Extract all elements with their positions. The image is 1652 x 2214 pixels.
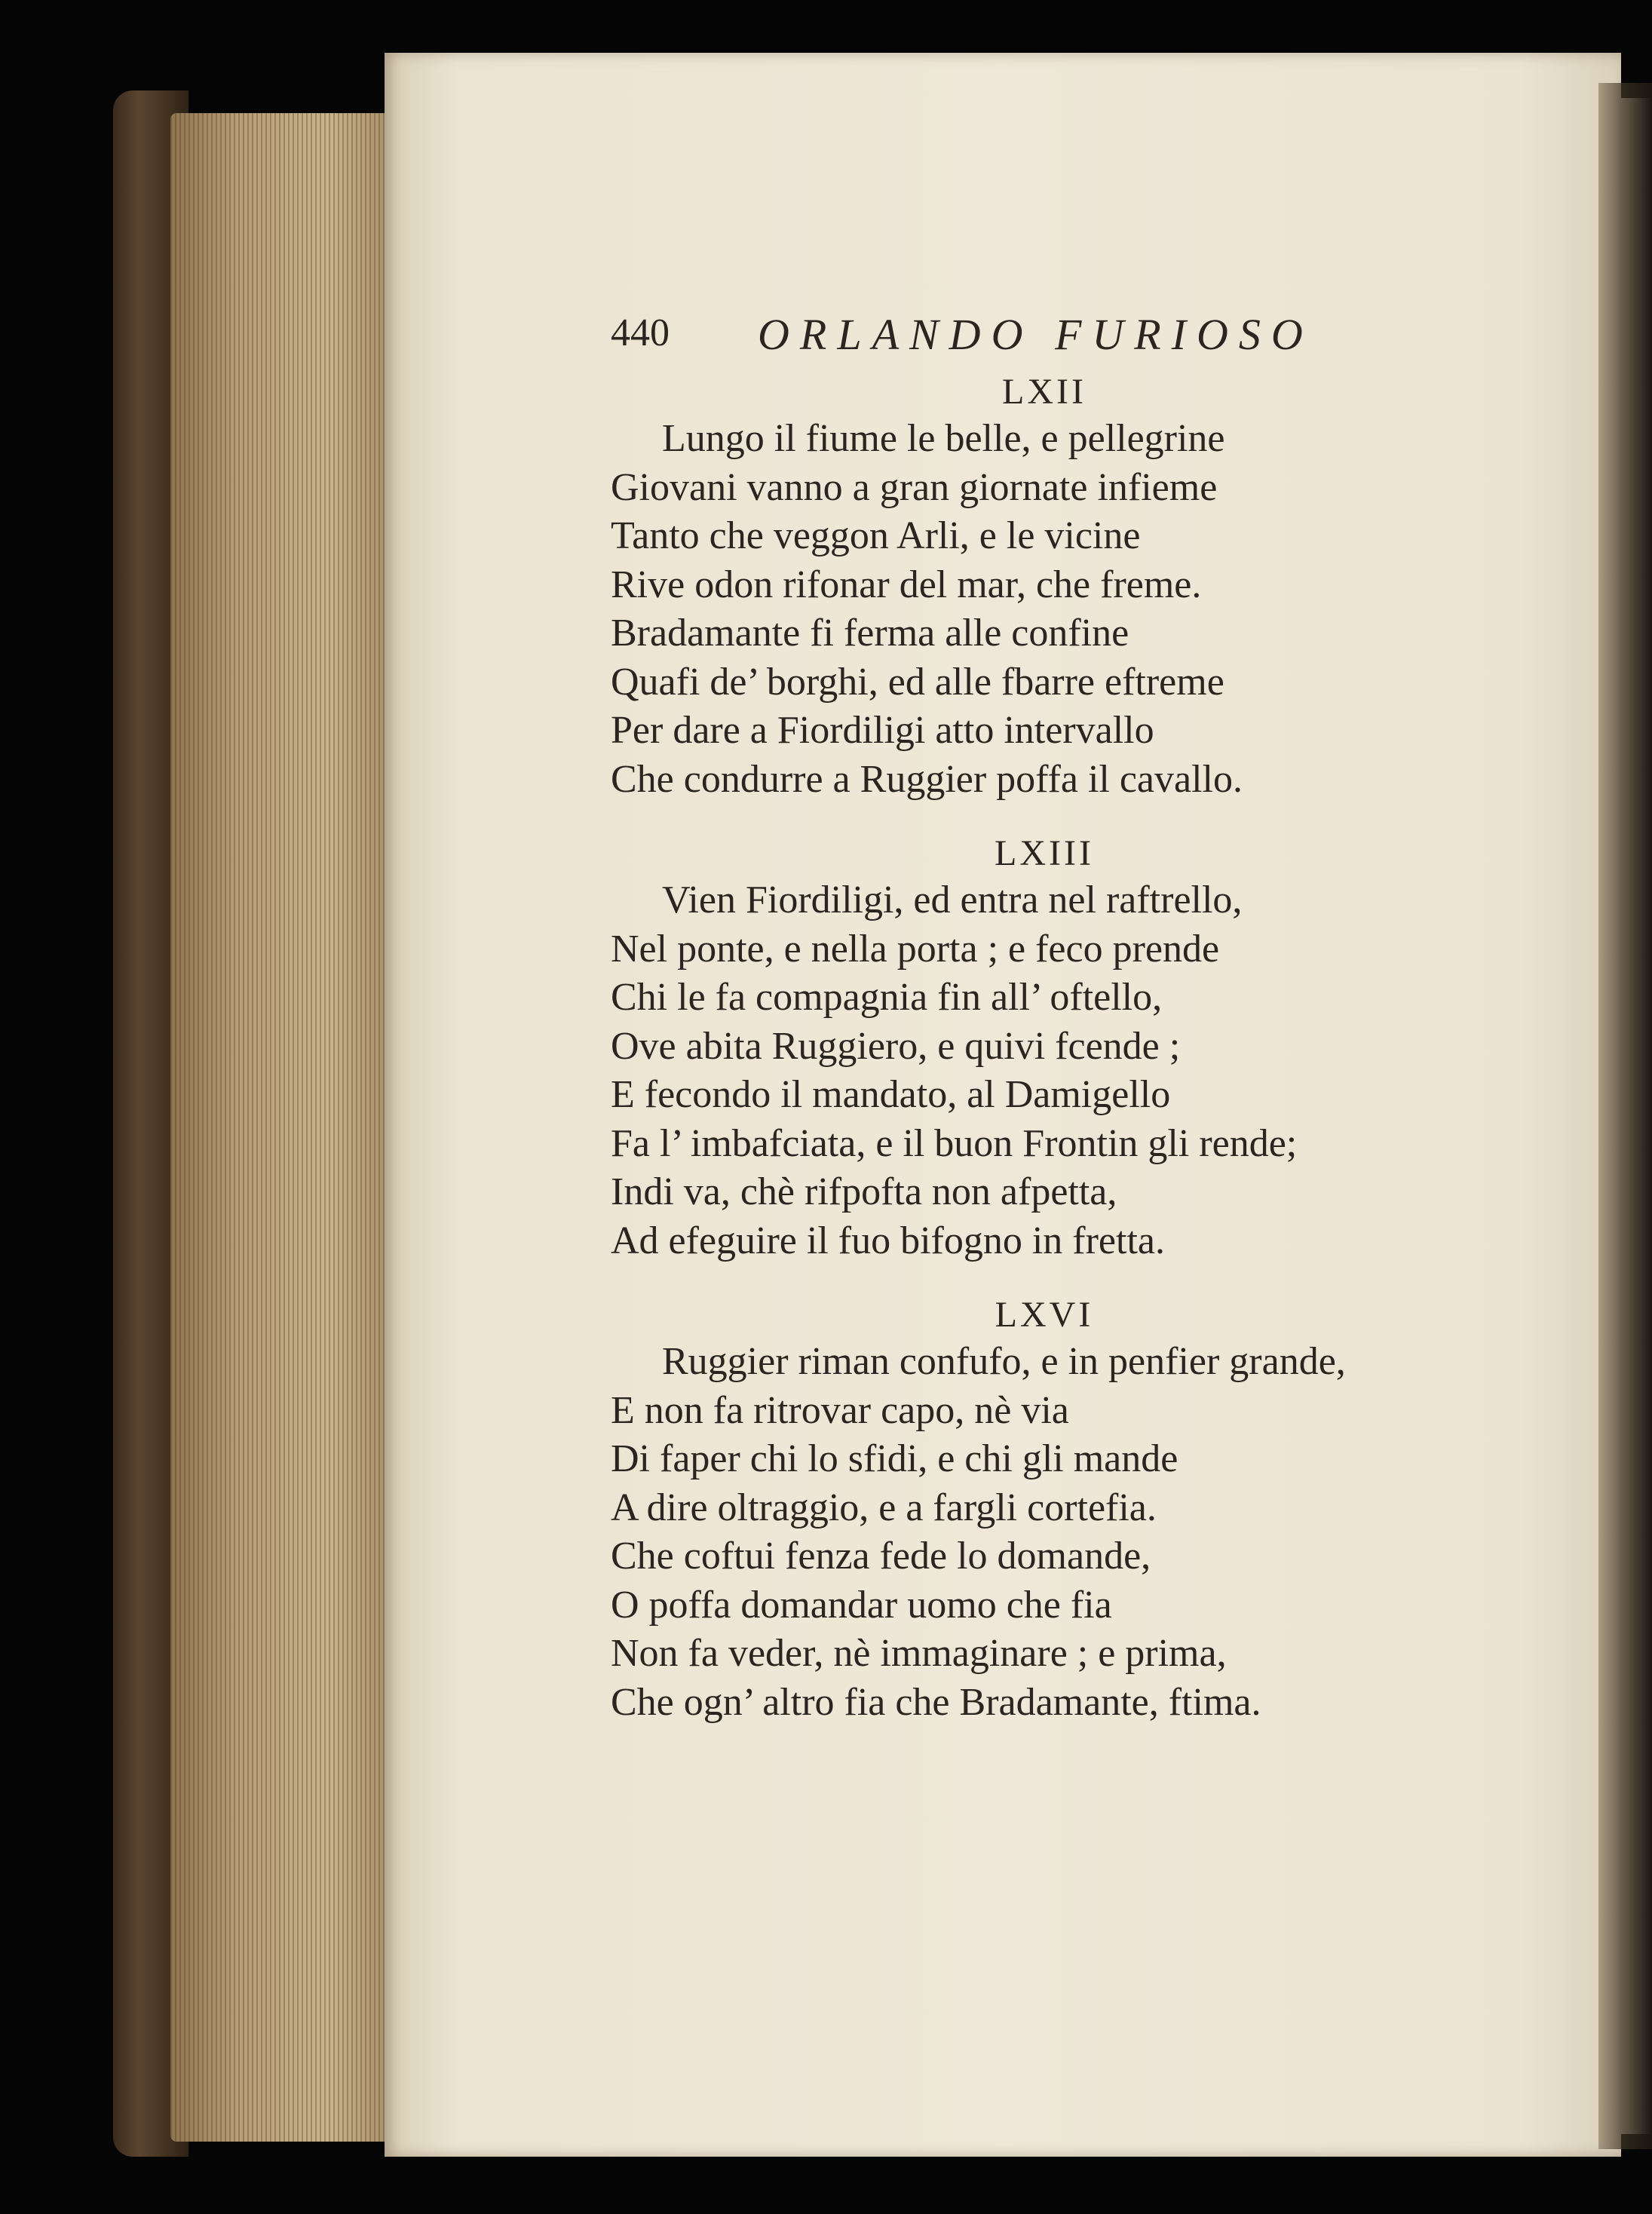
verse-line: Fa l’ imbafciata, e il buon Frontin gli rende; — [611, 1121, 1298, 1165]
verse-line: Che ogn’ altro fia che Bradamante, ftima. — [611, 1680, 1261, 1724]
stanza — [611, 1293, 1478, 1727]
stanza-number: LXIII — [995, 833, 1094, 873]
stanza — [611, 831, 1478, 1265]
verse-line: Che condurre a Ruggier poffa il cavallo. — [611, 757, 1243, 801]
verse-line: Chi le fa compagnia fin all’ oftello, — [611, 976, 1163, 1019]
verse-line: O poffa domandar uomo che fia — [611, 1583, 1112, 1627]
page-text — [611, 302, 1478, 1754]
verse-line: Tanto che veggon Arli, e le vicine — [611, 514, 1141, 557]
running-title: ORLANDO FURIOSO — [758, 310, 1313, 359]
verse-line: A dire oltraggio, e a fargli cortefia. — [611, 1486, 1157, 1529]
stanza — [611, 370, 1478, 804]
page-number: 440 — [611, 311, 670, 354]
verse-line: Indi va, chè rifpofta non afpetta, — [611, 1170, 1117, 1213]
verse-line: Giovani vanno a gran giornate infieme — [611, 465, 1218, 509]
verse-line: Per dare a Fiordiligi atto intervallo — [611, 709, 1154, 752]
verse-line: E fecondo il mandato, al Damigello — [611, 1073, 1171, 1116]
stanza-number: LXVI — [995, 1295, 1094, 1335]
gutter-shadow — [1598, 83, 1652, 2149]
verse-line: Lungo il fiume le belle, e pellegrine — [662, 417, 1225, 460]
verse-line: Che coftui fenza fede lo domande, — [611, 1535, 1151, 1578]
verse-line: Vien Fiordiligi, ed entra nel raftrello, — [662, 879, 1243, 921]
running-header — [611, 302, 1478, 370]
verse-line: Non fa veder, nè immaginare ; e prima, — [611, 1632, 1227, 1675]
page-block-edges — [170, 113, 397, 2142]
verse-line: Ruggier riman confufo, e in penfier grande, — [662, 1340, 1346, 1383]
verse-line: Quafi de’ borghi, ed alle fbarre eftreme — [611, 660, 1224, 704]
verse-line: Nel ponte, e nella porta ; e feco prende — [611, 927, 1220, 971]
verse-line: Di faper chi lo sfidi, e chi gli mande — [611, 1437, 1178, 1480]
verse-line: Rive odon rifonar del mar, che freme. — [611, 563, 1202, 606]
verse-line: Ove abita Ruggiero, e quivi fcende ; — [611, 1024, 1181, 1068]
verse-line: Ad efeguire il fuo bifogno in fretta. — [611, 1219, 1165, 1262]
verse-line: E non fa ritrovar capo, nè via — [611, 1388, 1069, 1432]
stanza-number: LXII — [1002, 372, 1087, 412]
verse-line: Bradamante fi ferma alle confine — [611, 612, 1129, 655]
